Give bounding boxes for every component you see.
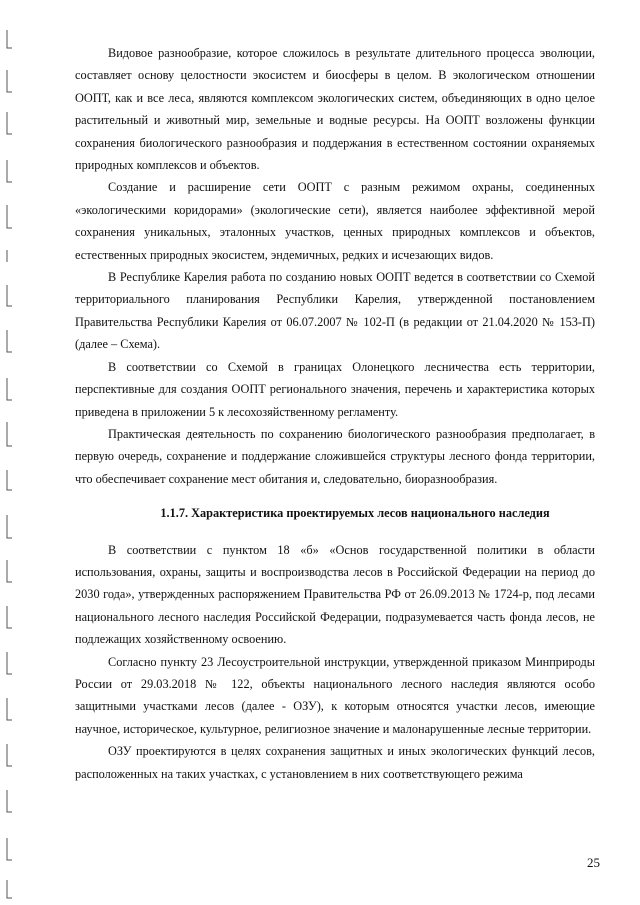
page-number: 25 [587, 855, 600, 870]
paragraph: В Республике Карелия работа по созданию новых ООПТ ведется в соответствии со Схемой территориального планирования Республики Карелия, утвержденной постановлением Правительства Республики Карелия от 06.07.2007 № 102-П (в редакции от 21.04.2020 № 153-П) (далее – Схема). [75, 270, 595, 352]
binding-margin-marks [4, 0, 20, 905]
paragraph: Практическая деятельность по сохранению биологического разнообразия предполагает, в первую очередь, сохранение и поддержание сложившейся структуры лесного фонда территории, что обеспечивает сохранение мест обитания и, следовательно, биоразнообразия. [75, 426, 595, 486]
paragraph: Видовое разнообразие, которое сложилось в результате длительного процесса эволюции, составляет основу целостности экосистем и биосферы в целом. В экологическом отношении ООПТ, как и все леса, являются комплексом экологических систем, объединяющих в одно целое растительный и животный мир, земельные и водные ресурсы. На ООПТ возложены функции сохранения биологического разнообразия и поддержания в естественном состоянии охраняемых природных комплексов и объектов. [75, 46, 595, 173]
paragraph: В соответствии с пунктом 18 «б» «Основ государственной политики в области использования, охраны, защиты и воспроизводства лесов в Российской Федерации на период до 2030 года», утвержденных распоряжением Правительства РФ от 26.09.2013 № 1724-р, под лесами национального лесного наследия Российской Федерации, подразумевается часть фонда лесов, не подлежащих хозяйственному освоению. [75, 542, 595, 647]
paragraph: Согласно пункту 23 Лесоустроительной инструкции, утвержденной приказом Минприроды России от 29.03.2018 № 122, объекты национального лесного наследия являются особо защитными участками лесов (далее - ОЗУ), к которым относятся участки лесов, имеющие научное, историческое, культурное, религиозное значение и малонарушенные лесные территории. [75, 654, 595, 736]
paragraph: ОЗУ проектируются в целях сохранения защитных и иных экологических функций лесов, расположенных на таких участках, с установлением в них соответствующего режима [75, 744, 595, 781]
paragraph: В соответствии со Схемой в границах Олонецкого лесничества есть территории, перспективные для создания ООПТ регионального значения, перечень и характеристика которых приведена в приложении 5 к лесохозяйственному регламенту. [75, 359, 595, 419]
document-body [75, 42, 595, 785]
section-heading: 1.1.7. Характеристика проектируемых лесов национального наследия [160, 506, 550, 521]
paragraph: Создание и расширение сети ООПТ с разным режимом охраны, соединенных «экологическими коридорами» (экологические сети), является наиболее эффективной мерой сохранения уникальных, эталонных участков, ценных природных комплексов и объектов, естественных природных экосистем, эндемичных, редких и исчезающих видов. [75, 180, 595, 262]
